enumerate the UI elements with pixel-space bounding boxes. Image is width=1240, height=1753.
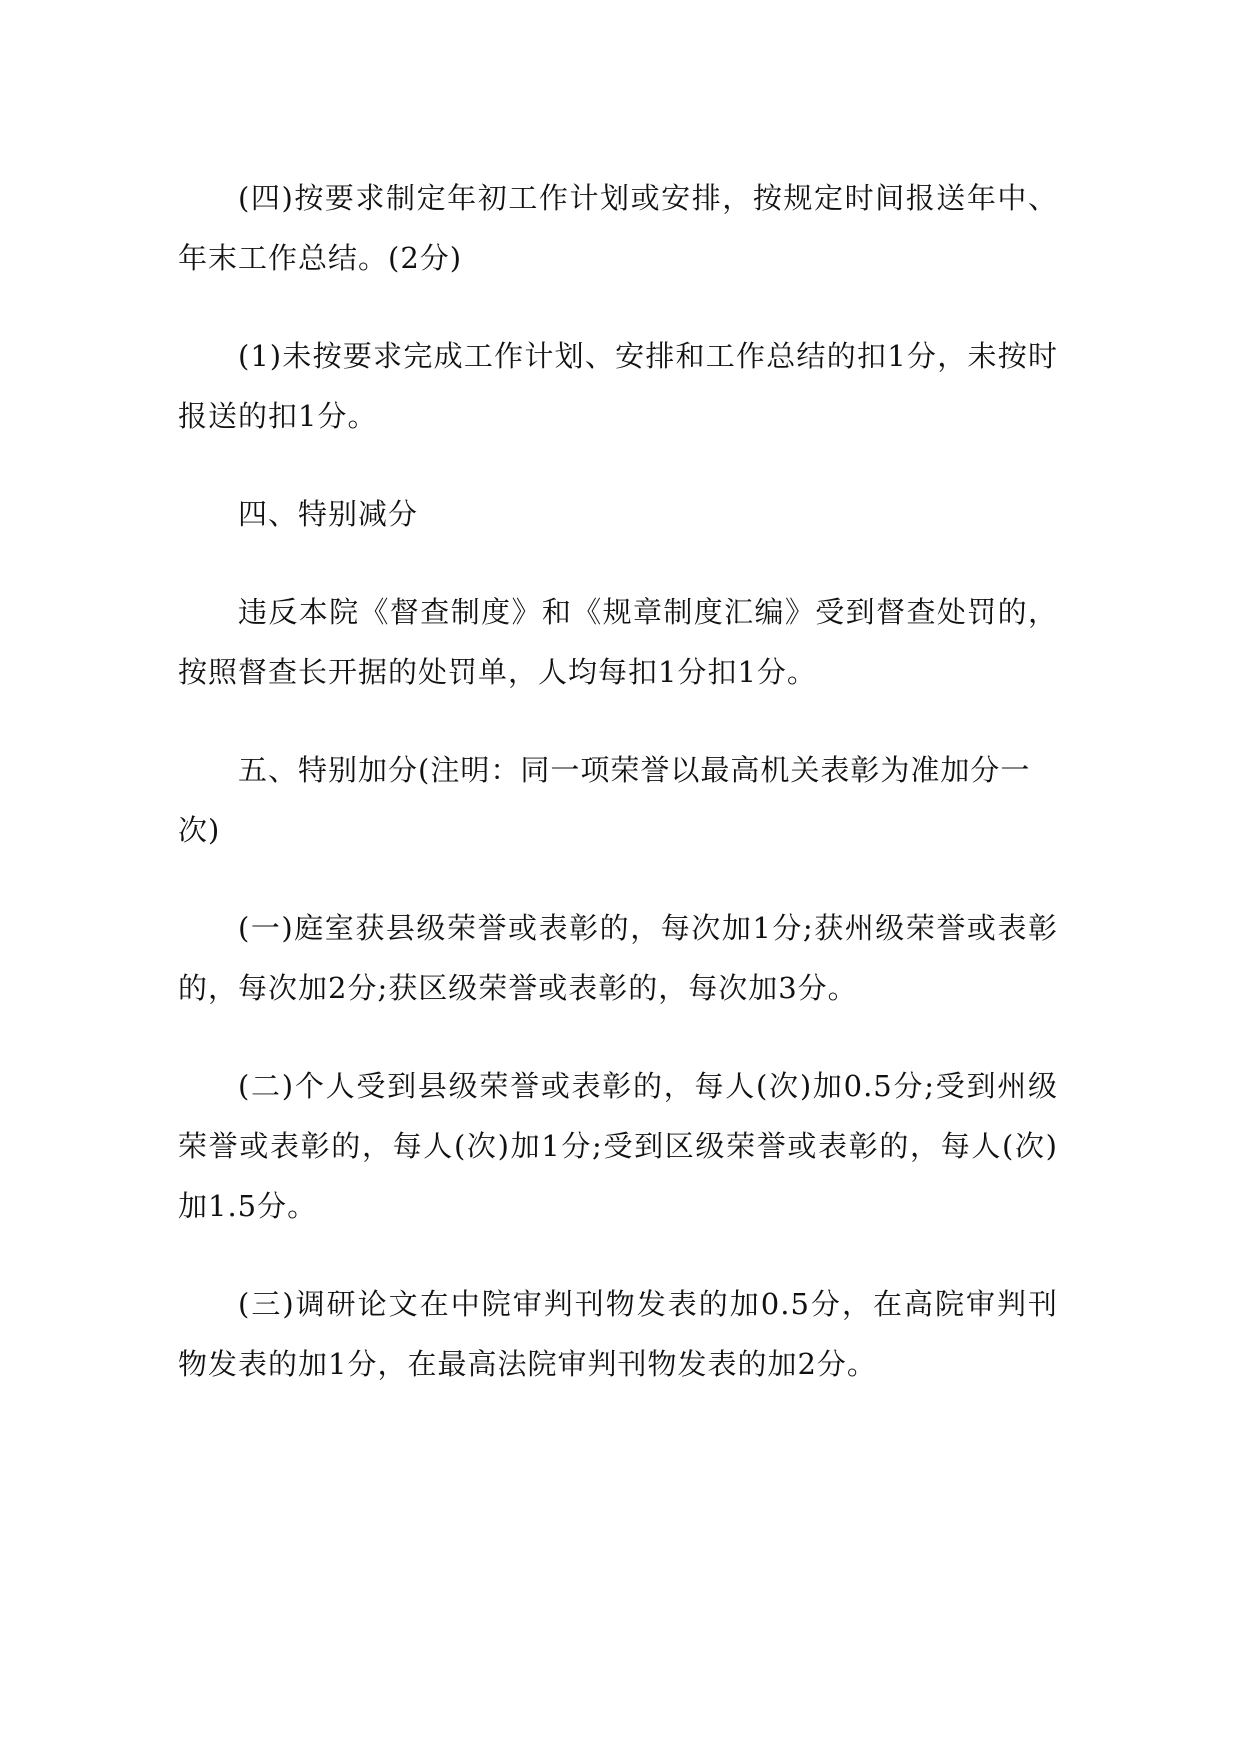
paragraph-individual-honors: (二)个人受到县级荣誉或表彰的，每人(次)加0.5分;受到州级荣誉或表彰的，每人(次)加1分;受到区级荣誉或表彰的，每人(次)加1.5分。 xyxy=(178,1069,1058,1223)
paragraph-work-plan: (四)按要求制定年初工作计划或安排，按规定时间报送年中、年末工作总结。(2分) xyxy=(178,181,1058,275)
section-heading-special-deduction: 四、特别减分 xyxy=(238,497,419,531)
section-heading-special-bonus: 五、特别加分(注明：同一项荣誉以最高机关表彰为准加分一次) xyxy=(178,753,1031,847)
paragraph-research-papers: (三)调研论文在中院审判刊物发表的加0.5分，在高院审判刊物发表的加1分，在最高法院审判刊物发表的加2分。 xyxy=(178,1287,1058,1381)
document-body xyxy=(178,168,1058,1432)
paragraph-work-plan-deduction: (1)未按要求完成工作计划、安排和工作总结的扣1分，未按时报送的扣1分。 xyxy=(178,339,1058,433)
paragraph-supervision-violation: 违反本院《督查制度》和《规章制度汇编》受到督查处罚的，按照督查长开据的处罚单，人均每扣1分扣1分。 xyxy=(178,595,1058,689)
paragraph-department-honors: (一)庭室获县级荣誉或表彰的，每次加1分;获州级荣誉或表彰的，每次加2分;获区级荣誉或表彰的，每次加3分。 xyxy=(178,911,1058,1005)
